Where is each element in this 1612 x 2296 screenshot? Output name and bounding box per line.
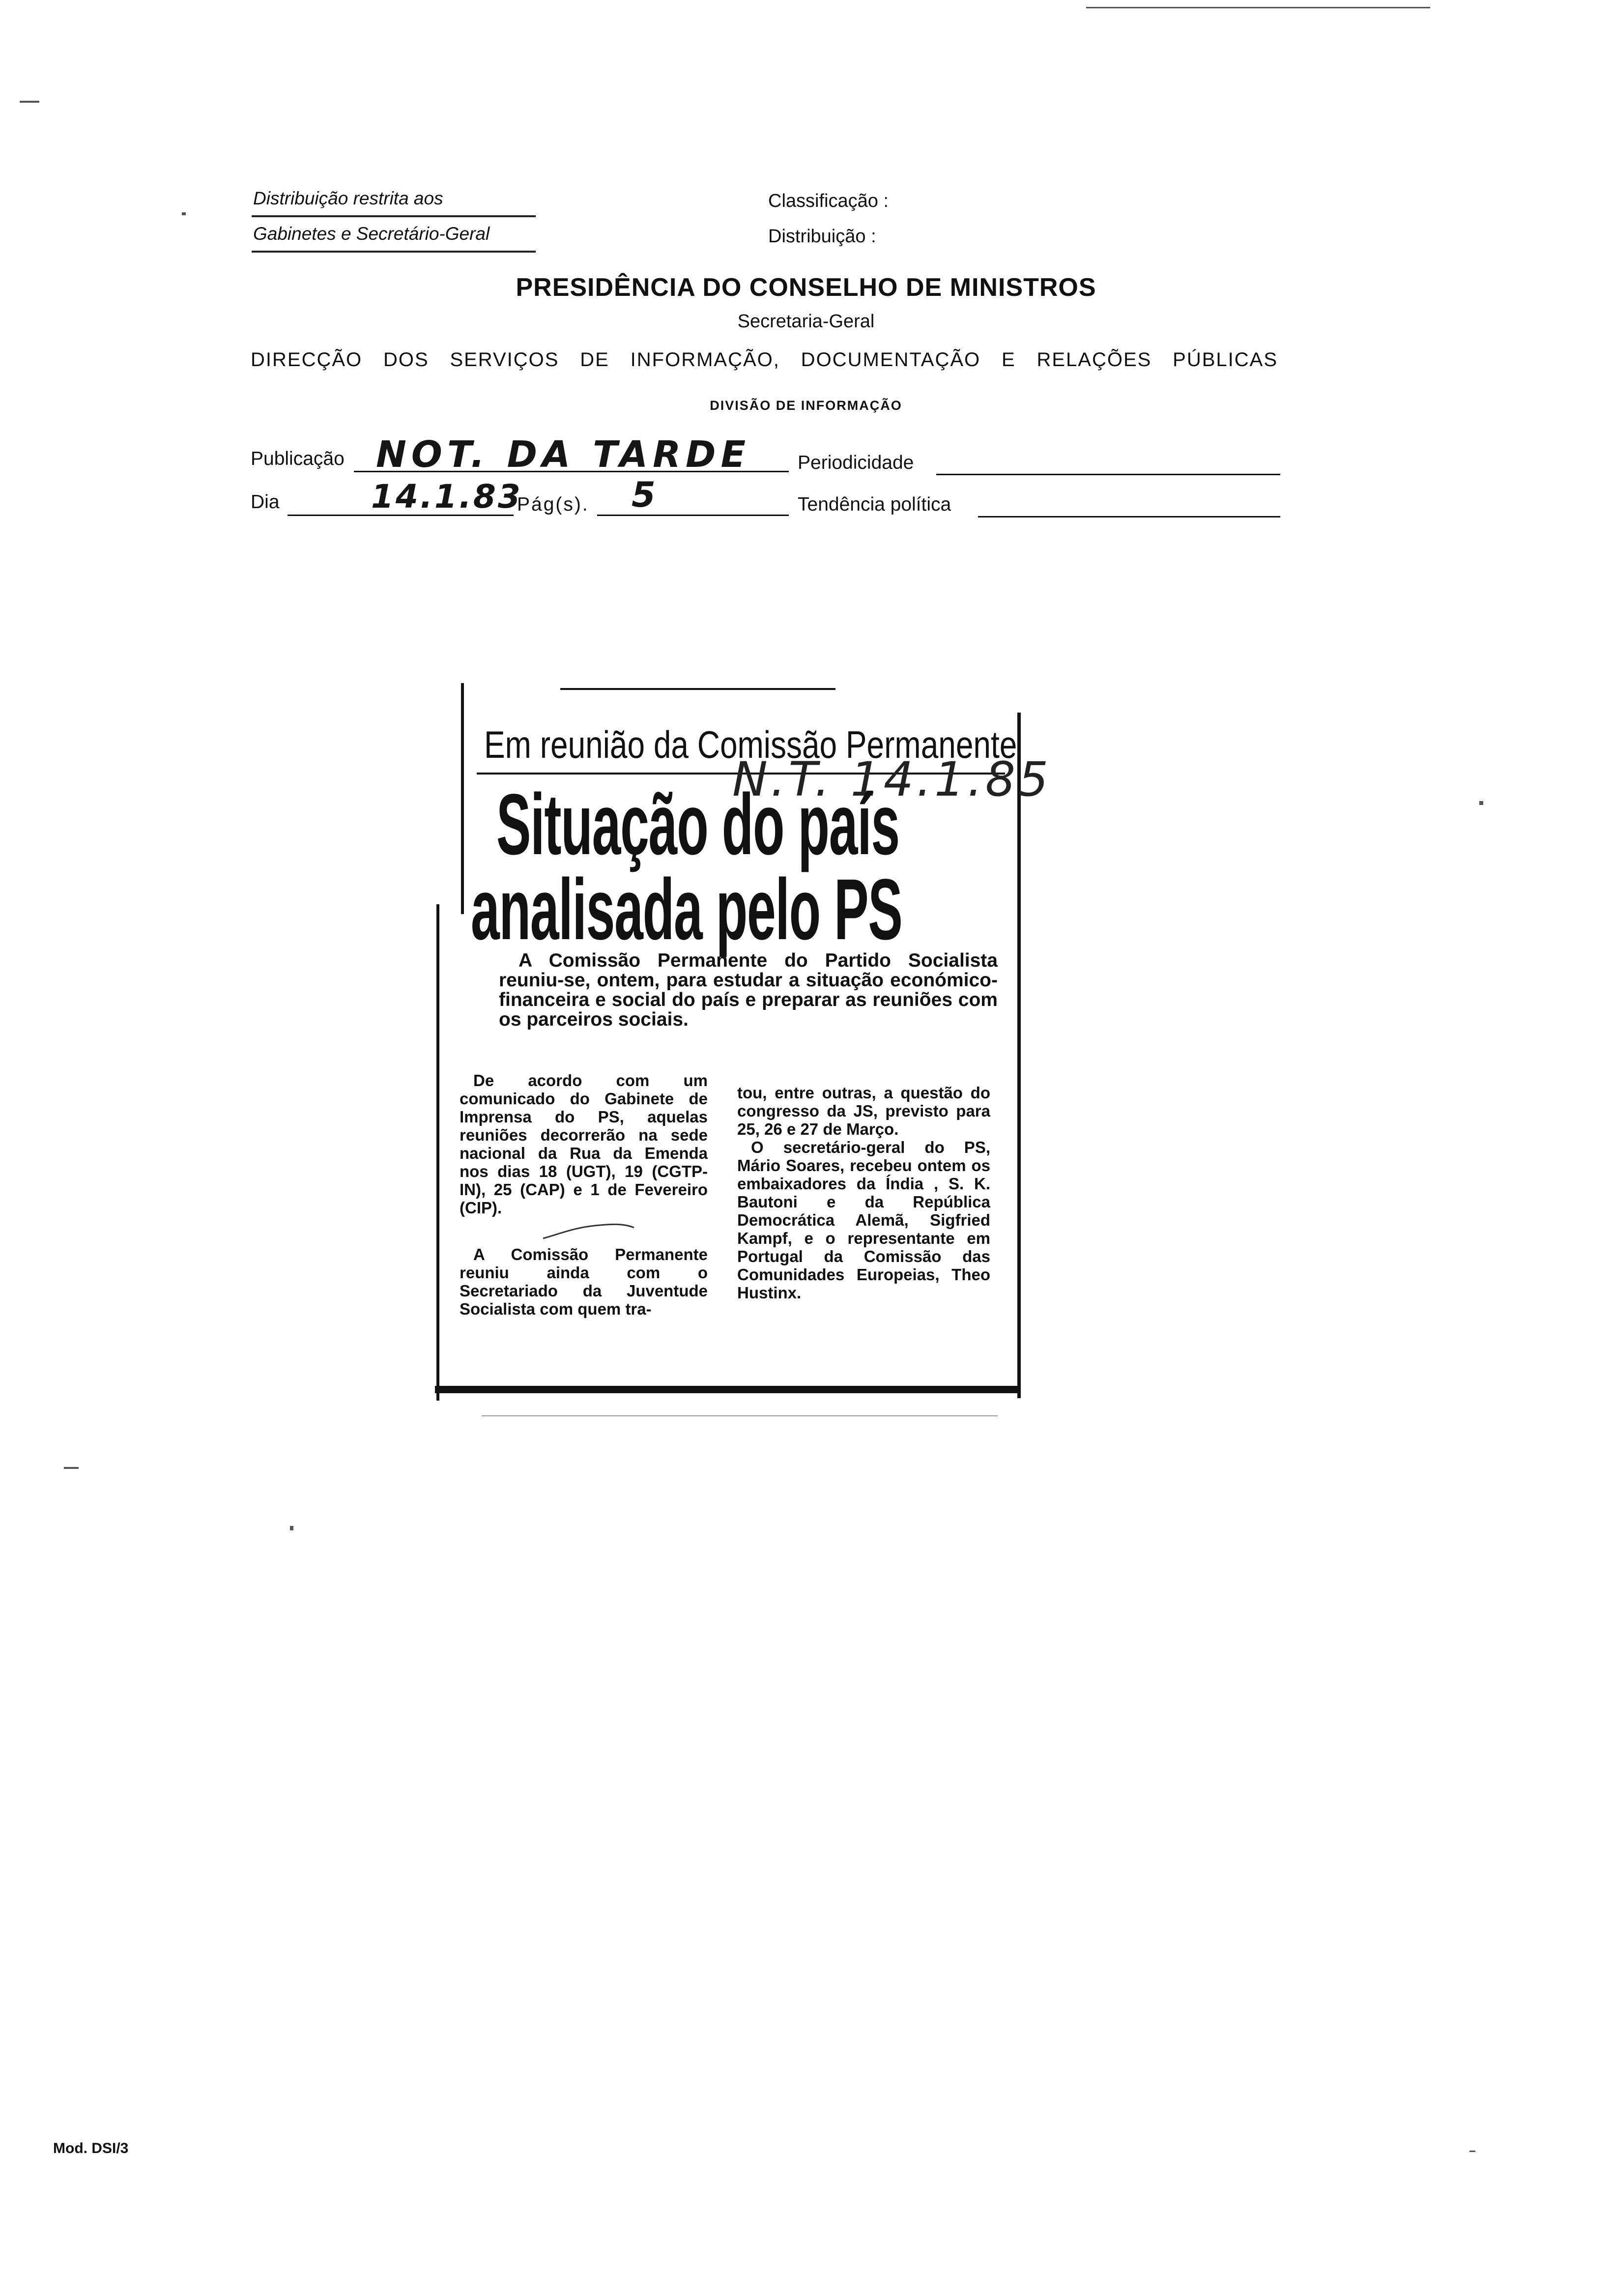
page-title: PRESIDÊNCIA DO CONSELHO DE MINISTROS bbox=[516, 273, 1096, 302]
classification-label: Classificação : bbox=[768, 191, 889, 211]
page-subtitle: Secretaria-Geral bbox=[737, 311, 875, 332]
division-line: DIVISÃO DE INFORMAÇÃO bbox=[710, 398, 902, 413]
distribution-label: Distribuição : bbox=[768, 226, 876, 247]
column-2-paragraph-1: tou, entre outras, a questão do congresso da JS, previsto para 25, 26 e 27 de Março. bbox=[737, 1084, 990, 1138]
clipping-top-rule bbox=[560, 688, 835, 690]
clipping-lead: A Comissão Permanente do Partido Socialista reuniu-se, ontem, para estudar a situação económico-financeira e social do país e preparar as reuniões com os parceiros sociais. bbox=[499, 950, 998, 1030]
clipping-bottom-dash bbox=[482, 1415, 998, 1416]
model-code: Mod. DSI/3 bbox=[53, 2140, 129, 2156]
day-value: 14.1.83 bbox=[371, 478, 522, 516]
publication-value: NOT. DA TARDE bbox=[376, 433, 751, 476]
political-tendency-label: Tendência política bbox=[798, 494, 951, 515]
publication-label: Publicação bbox=[251, 448, 345, 469]
clipping-left-edge bbox=[436, 904, 439, 1401]
clipping-kicker: Em reunião da Comissão Permanente bbox=[484, 723, 1017, 766]
directorate-line: DIRECÇÃO DOS SERVIÇOS DE INFORMAÇÃO, DOCUMENTAÇÃO E RELAÇÕES PÚBLICAS bbox=[251, 349, 1278, 371]
periodicity-label: Periodicidade bbox=[798, 452, 914, 473]
handwritten-reference-note: N.T. 14.1.85 bbox=[732, 752, 1052, 807]
distribution-note-line1: Distribuição restrita aos bbox=[253, 188, 443, 208]
pages-value: 5 bbox=[632, 475, 656, 515]
clipping-headline-line1: Situação do país bbox=[496, 776, 899, 873]
column-1-paragraph-2: A Comissão Permanente reuniu ainda com o Secretariado da Juventude Socialista com quem tra- bbox=[460, 1245, 708, 1318]
clipping-column-2 bbox=[737, 1084, 990, 1302]
clipping-right-edge bbox=[1017, 713, 1021, 1398]
column-1-handwritten-squiggle bbox=[460, 1217, 708, 1245]
squiggle-icon bbox=[541, 1219, 639, 1243]
clipping-bottom-rule bbox=[435, 1386, 1017, 1393]
pages-label: Pág(s). bbox=[517, 494, 589, 515]
column-1-paragraph-1: De acordo com um comunicado do Gabinete de Imprensa do PS, aquelas reuniões decorrerão na sede nacional da Rua da Emenda nos dias 18 (UGT), 19 (CGTP-IN), 25 (CAP) e 1 de Fevereiro (CIP). bbox=[460, 1071, 708, 1217]
clipping-headline-line2: analisada pelo PS bbox=[471, 861, 902, 958]
clipping-column-1 bbox=[460, 1071, 708, 1318]
column-2-paragraph-2: O secretário-geral do PS, Mário Soares, recebeu ontem os embaixadores da Índia , S. K. Bautoni e da República Democrática Alemã, Sigfried Kampf, e o representante em Portugal da Comissão das Comunidades Europeias, Theo Hustinx. bbox=[737, 1138, 990, 1302]
distribution-note-line2: Gabinetes e Secretário-Geral bbox=[253, 224, 490, 244]
clipping-left-edge-top bbox=[461, 683, 464, 914]
day-label: Dia bbox=[251, 491, 280, 513]
